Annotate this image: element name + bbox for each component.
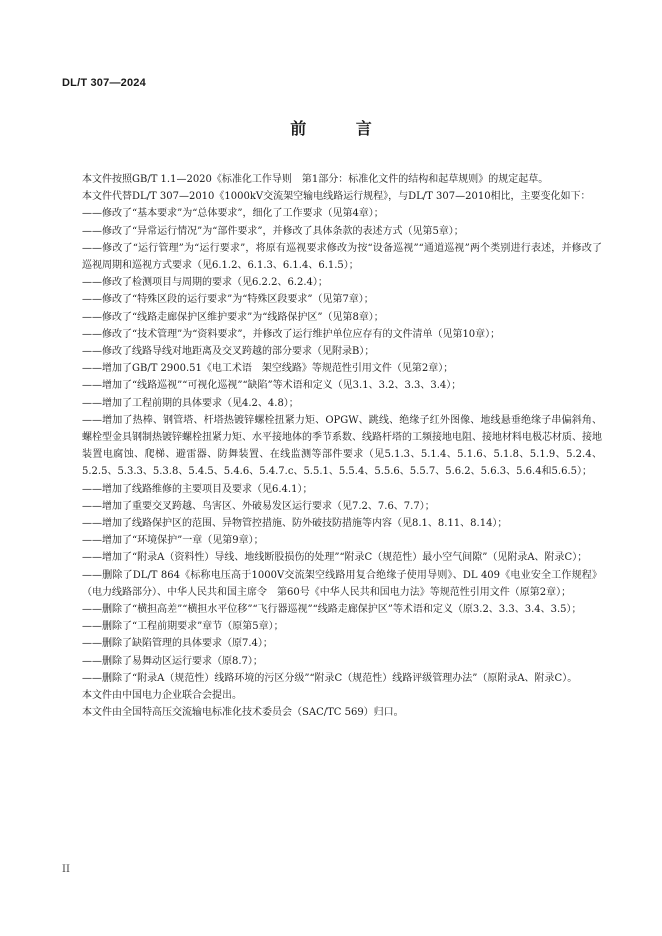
change-item: ——删除了“横担高差”“横担水平位移”“飞行器巡视”“线路走廊保护区”等术语和定义（原3.2、3.3、3.4、3.5）； <box>82 604 582 616</box>
change-item: ——修改了“特殊区段的运行要求”为“特殊区段要求”（见第7章）； <box>82 294 374 306</box>
intro-paragraph: 本文件代替DL/T 307—2010《1000kV交流架空输电线路运行规程》，与DL/T 307—2010相比，主要变化如下： <box>82 191 591 203</box>
change-item: ——删除了易舞动区运行要求（原8.7）； <box>82 655 263 667</box>
page-number: II <box>62 864 70 875</box>
change-item: ——修改了“技术管理”为“资料要求”，并修改了运行维护单位应存有的文件清单（见第10章）； <box>82 328 501 340</box>
change-item: ——修改了线路导线对地距离及交叉跨越的部分要求（见附录B）； <box>82 346 375 358</box>
change-item: ——增加了重要交叉跨越、鸟害区、外破易发区运行要求（见7.2、7.6、7.7）； <box>82 500 435 512</box>
foreword-body <box>62 171 602 722</box>
change-item: ——修改了检测项目与周期的要求（见6.2.2、6.2.4）； <box>82 277 328 289</box>
change-item: ——增加了“线路巡视”“可视化巡视”“缺陷”等术语和定义（见3.1、3.2、3.3、3.4）； <box>82 380 462 392</box>
change-item: ——增加了线路维修的主要项目及要求（见6.4.1）； <box>82 483 313 495</box>
change-item: ——增加了工程前期的具体要求（见4.2、4.8）； <box>82 397 299 409</box>
change-item: ——增加了GB/T 2900.51《电工术语 架空线路》等规范性引用文件（见第2章）； <box>82 363 454 375</box>
change-item: ——增加了热棒、钢管塔、杆塔热镀锌螺栓扭紧力矩、OPGW、跳线、绝缘子红外图像、地线悬垂绝缘子串偏斜角、螺栓型金具钢制热镀锌螺栓扭紧力矩、水平接地体的季节系数、线路杆塔的工频接地电阻、接地材料电极芯材质、接地装置电腐蚀、爬梯、避雷器、防舞装置、在线监测等部件要求（见5.1.3、5.1.4、5.1.6、5.1.8、5.1.9、5.2.4、5.2.5、5.3.3、5.3.8、5.4.5、5.4.6、5.4.7.c、5.5.1、5.5.4、5.5.6、5.5.7、5.6.2、5.6.3、5.6.4和5.6.5）； <box>82 414 602 478</box>
change-item: ——修改了“基本要求”为“总体要求”，细化了工作要求（见第4章）； <box>82 208 384 220</box>
page-title: 前 言 <box>290 119 394 138</box>
change-item: ——修改了“线路走廊保护区维护要求”为“线路保护区”（见第8章）； <box>82 311 384 323</box>
change-item: ——增加了线路保护区的范围、异物管控措施、防外破技防措施等内容（见8.1、8.11、8.14）； <box>82 518 508 530</box>
closing-paragraph: 本文件由全国特高压交流输电标准化技术委员会（SAC/TC 569）归口。 <box>82 707 404 719</box>
change-item: ——删除了“附录A（规范性）线路环境的污区分级”“附录C（规范性）线路评级管理办法”（原附录A、附录C）。 <box>82 672 578 684</box>
document-code: DL/T 307—2024 <box>62 77 146 89</box>
change-item: ——删除了DL/T 864《标称电压高于1000V交流架空线路用复合绝缘子使用导则》、DL 409《电业安全工作规程》（电力线路部分）、中华人民共和国主席令 第60号《中华人民共和国电力法》等规范性引用文件（原第2章）； <box>82 569 602 598</box>
change-item: ——删除了缺陷管理的具体要求（原7.4）； <box>82 638 273 650</box>
closing-paragraph: 本文件由中国电力企业联合会提出。 <box>82 690 242 702</box>
change-item: ——修改了“异常运行情况”为“部件要求”，并修改了具体条款的表述方式（见第5章）； <box>82 225 464 237</box>
intro-paragraph: 本文件按照GB/T 1.1—2020《标准化工作导则 第1部分：标准化文件的结构和起草规则》的规定起草。 <box>82 174 549 185</box>
change-item: ——修改了“运行管理”为“运行要求”，将原有巡视要求修改为按“设备巡视”“通道巡视”两个类别进行表述，并修改了巡视周期和巡视方式要求（见6.1.2、6.1.3、6.1.4、6.1.5）； <box>82 242 602 272</box>
change-item: ——增加了“环境保护”一章（见第9章）； <box>82 535 264 547</box>
change-item: ——删除了“工程前期要求”章节（原第5章）； <box>82 621 284 633</box>
change-item: ——增加了“附录A（资料性）导线、地线断股损伤的处理”“附录C（规范性）最小空气间隙”（见附录A、附录C）； <box>82 552 588 564</box>
